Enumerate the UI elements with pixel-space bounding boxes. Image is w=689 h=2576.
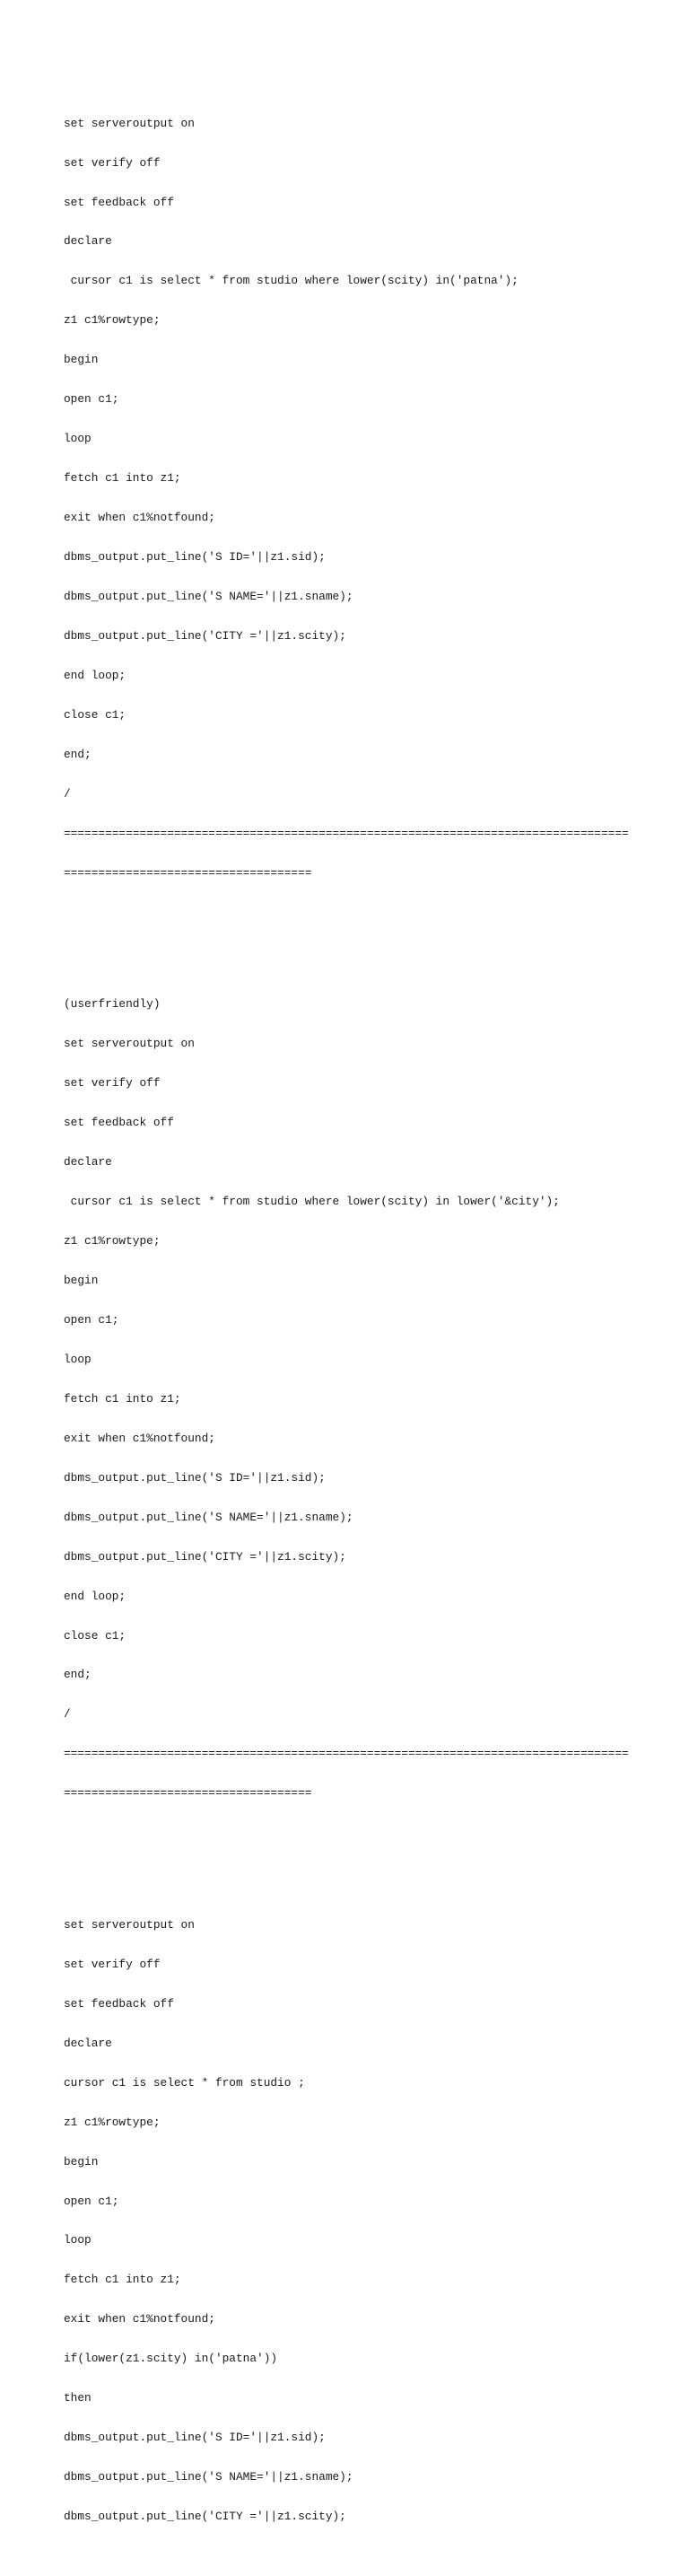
code-line: dbms_output.put_line('S NAME='||z1.sname); <box>64 590 353 604</box>
code-line: set feedback off <box>64 1996 174 2011</box>
code-line: (userfriendly) <box>64 997 161 1012</box>
separator-line: ================================================================================== <box>64 1747 629 1761</box>
code-line: declare <box>64 2036 112 2050</box>
code-listing <box>64 65 629 2576</box>
code-section-1 <box>64 91 629 906</box>
code-line: open c1; <box>64 1312 119 1327</box>
code-line: set feedback off <box>64 195 174 209</box>
code-line: exit when c1%notfound; <box>64 1431 215 1445</box>
code-line: z1 c1%rowtype; <box>64 313 161 328</box>
code-line: / <box>64 786 71 801</box>
code-line: dbms_output.put_line('CITY ='||z1.scity); <box>64 2510 346 2524</box>
code-line: begin <box>64 1273 99 1287</box>
code-line: set serveroutput on <box>64 116 195 130</box>
code-section-3 <box>64 1893 629 2551</box>
code-line: cursor c1 is select * from studio ; <box>64 2075 305 2090</box>
code-section-2 <box>64 972 629 1827</box>
code-line: declare <box>64 1155 112 1170</box>
code-line: close c1; <box>64 707 126 722</box>
code-line: dbms_output.put_line('S ID='||z1.sid); <box>64 550 326 565</box>
code-line: set verify off <box>64 155 161 170</box>
code-line: dbms_output.put_line('CITY ='||z1.scity); <box>64 1549 346 1564</box>
code-line: loop <box>64 432 92 446</box>
code-line: end; <box>64 747 92 761</box>
code-line: if(lower(z1.scity) in('patna')) <box>64 2352 278 2366</box>
code-line: dbms_output.put_line('S NAME='||z1.sname); <box>64 2470 353 2484</box>
code-line: dbms_output.put_line('S NAME='||z1.sname); <box>64 1510 353 1524</box>
code-line: z1 c1%rowtype; <box>64 1233 161 1248</box>
code-line: dbms_output.put_line('S ID='||z1.sid); <box>64 1470 326 1485</box>
code-line: open c1; <box>64 2194 119 2208</box>
code-line: then <box>64 2391 92 2405</box>
separator-line: ==================================== <box>64 1786 312 1801</box>
code-line: declare <box>64 234 112 249</box>
blank-line <box>64 1853 629 1867</box>
code-line: exit when c1%notfound; <box>64 511 215 525</box>
code-line: set feedback off <box>64 1116 174 1130</box>
code-line: end loop; <box>64 1589 126 1603</box>
code-line: loop <box>64 1352 92 1366</box>
code-line: / <box>64 1707 71 1722</box>
code-line: set serveroutput on <box>64 1037 195 1051</box>
code-line: loop <box>64 2233 92 2247</box>
code-line: fetch c1 into z1; <box>64 2273 181 2287</box>
blank-line <box>64 933 629 946</box>
separator-line: ==================================== <box>64 865 312 880</box>
code-line: exit when c1%notfound; <box>64 2312 215 2326</box>
code-line: cursor c1 is select * from studio where lower(scity) in lower('&city'); <box>64 1195 560 1209</box>
code-line: fetch c1 into z1; <box>64 471 181 486</box>
code-line: fetch c1 into z1; <box>64 1391 181 1406</box>
code-line: dbms_output.put_line('CITY ='||z1.scity); <box>64 629 346 644</box>
code-line: end; <box>64 1668 92 1682</box>
code-line: set verify off <box>64 1076 161 1091</box>
code-line: z1 c1%rowtype; <box>64 2115 161 2129</box>
code-line: open c1; <box>64 392 119 407</box>
code-line: dbms_output.put_line('S ID='||z1.sid); <box>64 2431 326 2445</box>
code-line: begin <box>64 353 99 367</box>
code-line: begin <box>64 2154 99 2169</box>
code-line: cursor c1 is select * from studio where lower(scity) in('patna'); <box>64 274 519 288</box>
separator-line: ================================================================================== <box>64 826 629 840</box>
code-line: end loop; <box>64 668 126 682</box>
code-line: set serveroutput on <box>64 1917 195 1932</box>
code-line: set verify off <box>64 1957 161 1971</box>
code-line: close c1; <box>64 1628 126 1643</box>
